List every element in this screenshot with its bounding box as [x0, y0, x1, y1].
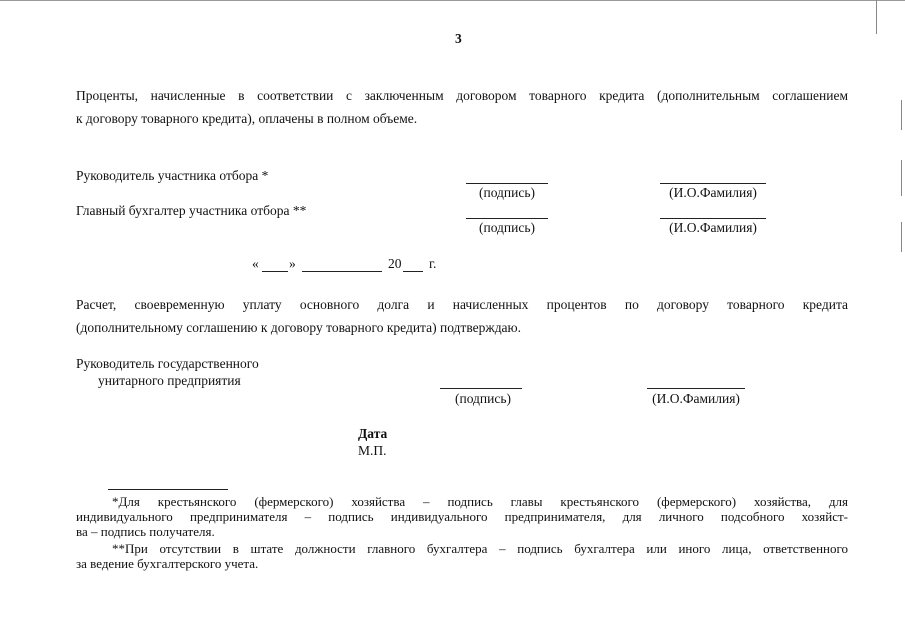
confirmation-paragraph-line: Расчет, своевременную уплату основного долга и начисленных процентов по договору товарного кредита [76, 297, 848, 312]
scan-right-edge-mark [876, 0, 877, 34]
head-name-caption: (И.О.Фамилия) [669, 185, 757, 200]
accountant-name-caption: (И.О.Фамилия) [669, 220, 757, 235]
seal-label: М.П. [358, 443, 387, 458]
accountant-signature-caption: (подпись) [478, 220, 536, 235]
date-month-blank [302, 271, 382, 272]
enterprise-head-label-line2: унитарного предприятия [98, 373, 241, 388]
footnote-1 [76, 494, 848, 539]
accountant-signature-line [466, 218, 548, 219]
date-day-blank [262, 271, 288, 272]
page-number: 3 [455, 31, 462, 46]
footnote-1-line: *Для крестьянского (фермерского) хозяйства – подпись главы крестьянского (фермерского) хозяйства, для [112, 494, 848, 509]
footnote-2 [76, 541, 848, 571]
interest-paragraph [76, 84, 848, 130]
date-year-prefix: 20 [388, 256, 402, 271]
footnote-separator [108, 489, 228, 490]
date-label: Дата [358, 426, 388, 441]
footnote-1-line: ва – подпись получателя. [76, 524, 215, 539]
enterprise-signature-line [440, 388, 522, 389]
enterprise-name-line [647, 388, 745, 389]
head-signature-line [466, 183, 548, 184]
confirmation-paragraph-line: (дополнительному соглашению к договору товарного кредита) подтверждаю. [76, 320, 522, 335]
footnote-2-line: **При отсутствии в штате должности главного бухгалтера – подпись бухгалтера или иного лица, ответственного [112, 541, 848, 556]
scan-right-edge-mark [901, 100, 902, 130]
date-open-quote: « [252, 256, 259, 271]
interest-paragraph-line: Проценты, начисленные в соответствии с заключенным договором товарного кредита (дополнительным соглашением [76, 88, 848, 103]
scan-right-edge-mark [901, 160, 902, 196]
footnote-1-line: индивидуального предпринимателя – подпись индивидуального предпринимателя, для личного подсобного хозяйст- [76, 509, 848, 524]
enterprise-head-label-line1: Руководитель государственного [76, 356, 259, 371]
interest-paragraph-line: к договору товарного кредита), оплачены в полном объеме. [76, 111, 418, 126]
date-year-suffix: г. [429, 256, 437, 271]
scan-top-border [0, 0, 905, 1]
head-signature-caption: (подпись) [478, 185, 536, 200]
enterprise-signature-caption: (подпись) [454, 391, 512, 406]
accountant-name-line [660, 218, 766, 219]
head-label: Руководитель участника отбора * [76, 168, 269, 183]
head-name-line [660, 183, 766, 184]
enterprise-name-caption: (И.О.Фамилия) [652, 391, 740, 406]
date-close-quote: » [289, 256, 296, 271]
confirmation-paragraph [76, 293, 848, 339]
footnote-2-line: за ведение бухгалтерского учета. [76, 556, 259, 571]
accountant-label: Главный бухгалтер участника отбора ** [76, 203, 307, 218]
scan-right-edge-mark [901, 222, 902, 252]
date-year-blank [403, 271, 423, 272]
